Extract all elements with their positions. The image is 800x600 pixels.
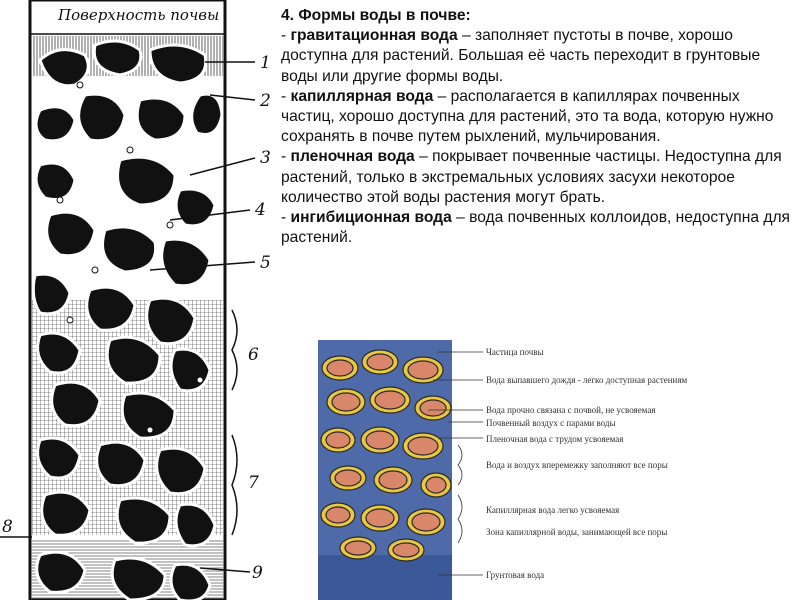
- item-imbibition: - ингибиционная вода – вода почвенных коллоидов, недоступна для растений.: [281, 209, 790, 247]
- label-1: 1: [260, 53, 271, 73]
- legend-film-water: Пленочная вода с трудом усвояемая: [486, 434, 624, 444]
- legend-soil-air: Почвенный воздух с парами воды: [486, 418, 616, 428]
- label-4: 4: [255, 200, 266, 220]
- legend-capillary-zone: Зона капиллярной воды, занимающей все поры: [486, 527, 668, 537]
- label-2: 2: [260, 91, 271, 111]
- legend-capillary-water: Капиллярная вода легко усвояемая: [486, 505, 620, 515]
- label-9: 9: [252, 563, 263, 583]
- soil-surface-title: Поверхность почвы: [58, 6, 220, 24]
- label-6: 6: [248, 345, 259, 365]
- legend-bound-water: Вода прочно связана с почвой, не усвояемая: [486, 405, 656, 415]
- legend-ground-water: Грунтовая вода: [486, 570, 545, 580]
- legend-rain-water: Вода выпавшего дождя - легко доступная растениям: [486, 375, 688, 385]
- label-5: 5: [260, 253, 271, 273]
- legend-particle: Частица почвы: [486, 347, 544, 357]
- item-gravitational: - гравитационная вода – заполняет пустоты в почве, хорошо доступна для растений. Большая её часть переходит в грунтовые воды или другие формы воды.: [281, 27, 761, 85]
- soil-water-diagram: [318, 340, 800, 600]
- label-3: 3: [260, 148, 271, 168]
- water-forms-text: [281, 6, 796, 248]
- heading: 4. Формы воды в почве:: [281, 7, 471, 24]
- label-8: 8: [2, 517, 13, 537]
- item-film: - пленочная вода – покрывает почвенные частицы. Недоступна для растений, только в экстремальных условиях засухи некоторое количество этой воды растения могут брать.: [281, 148, 782, 206]
- soil-column-figure: [0, 0, 290, 600]
- label-7: 7: [248, 473, 259, 493]
- item-capillary: - капиллярная вода – располагается в капиллярах почвенных частиц, хорошо доступна для растений, это та вода, которую нужно сохранять в почве путем рыхлений, мульчирования.: [281, 87, 774, 146]
- legend-water-air-mix: Вода и воздух вперемежку заполняют все поры: [486, 460, 668, 470]
